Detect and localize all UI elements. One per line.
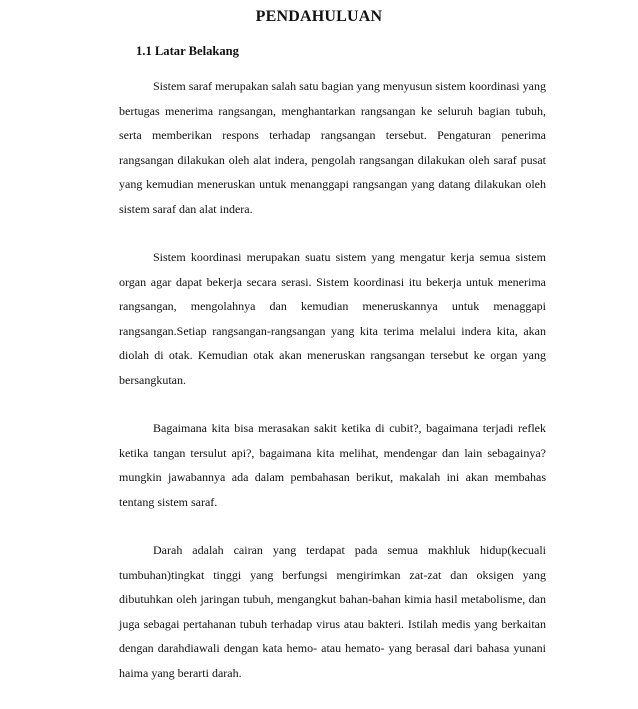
paragraph-2: Sistem koordinasi merupakan suatu sistem yang mengatur kerja semua sistem organ agar dapat bekerja secara serasi. Sistem koordinasi itu bekerja untuk menerima rangsangan, mengolahnya dan kemudian meneruskannya untuk menaggapi rangsangan.Setiap rangsangan-rangsangan yang kita terima melalui indera kita, akan diolah di otak. Kemudian otak akan meneruskan rangsangan tersebut ke organ yang bersangkutan. bbox=[119, 250, 546, 387]
body-text bbox=[119, 74, 546, 709]
paragraph-3: Bagaimana kita bisa merasakan sakit ketika di cubit?, bagaimana terjadi reflek ketika tangan tersulut api?, bagaimana kita melihat, mendengar dan lain sebagainya? mungkin jawabannya ada dalam pembahasan berikut, makalah ini akan membahas tentang sistem saraf. bbox=[119, 421, 546, 509]
paragraph-4: Darah adalah cairan yang terdapat pada semua makhluk hidup(kecuali tumbuhan)tingkat tinggi yang berfungsi mengirimkan zat-zat dan oksigen yang dibutuhkan oleh jaringan tubuh, mengangkut bahan-bahan kimia hasil metabolisme, dan juga sebagai pertahanan tubuh terhadap virus atau bakteri. Istilah medis yang berkaitan dengan darahdiawali dengan kata hemo- atau hemato- yang berasal dari bahasa yunani haima yang berarti darah. bbox=[119, 543, 546, 680]
paragraph-1: Sistem saraf merupakan salah satu bagian yang menyusun sistem koordinasi yang bertugas menerima rangsangan, menghantarkan rangsangan ke seluruh bagian tubuh, serta memberikan respons terhadap rangsangan tersebut. Pengaturan penerima rangsangan dilakukan oleh alat indera, pengolah rangsangan dilakukan oleh saraf pusat yang kemudian meneruskan untuk menanggapi rangsangan yang datang dilakukan oleh sistem saraf dan alat indera. bbox=[119, 79, 546, 216]
page-title: PENDAHULUAN bbox=[255, 8, 383, 25]
section-heading: 1.1 Latar Belakang bbox=[136, 44, 239, 58]
